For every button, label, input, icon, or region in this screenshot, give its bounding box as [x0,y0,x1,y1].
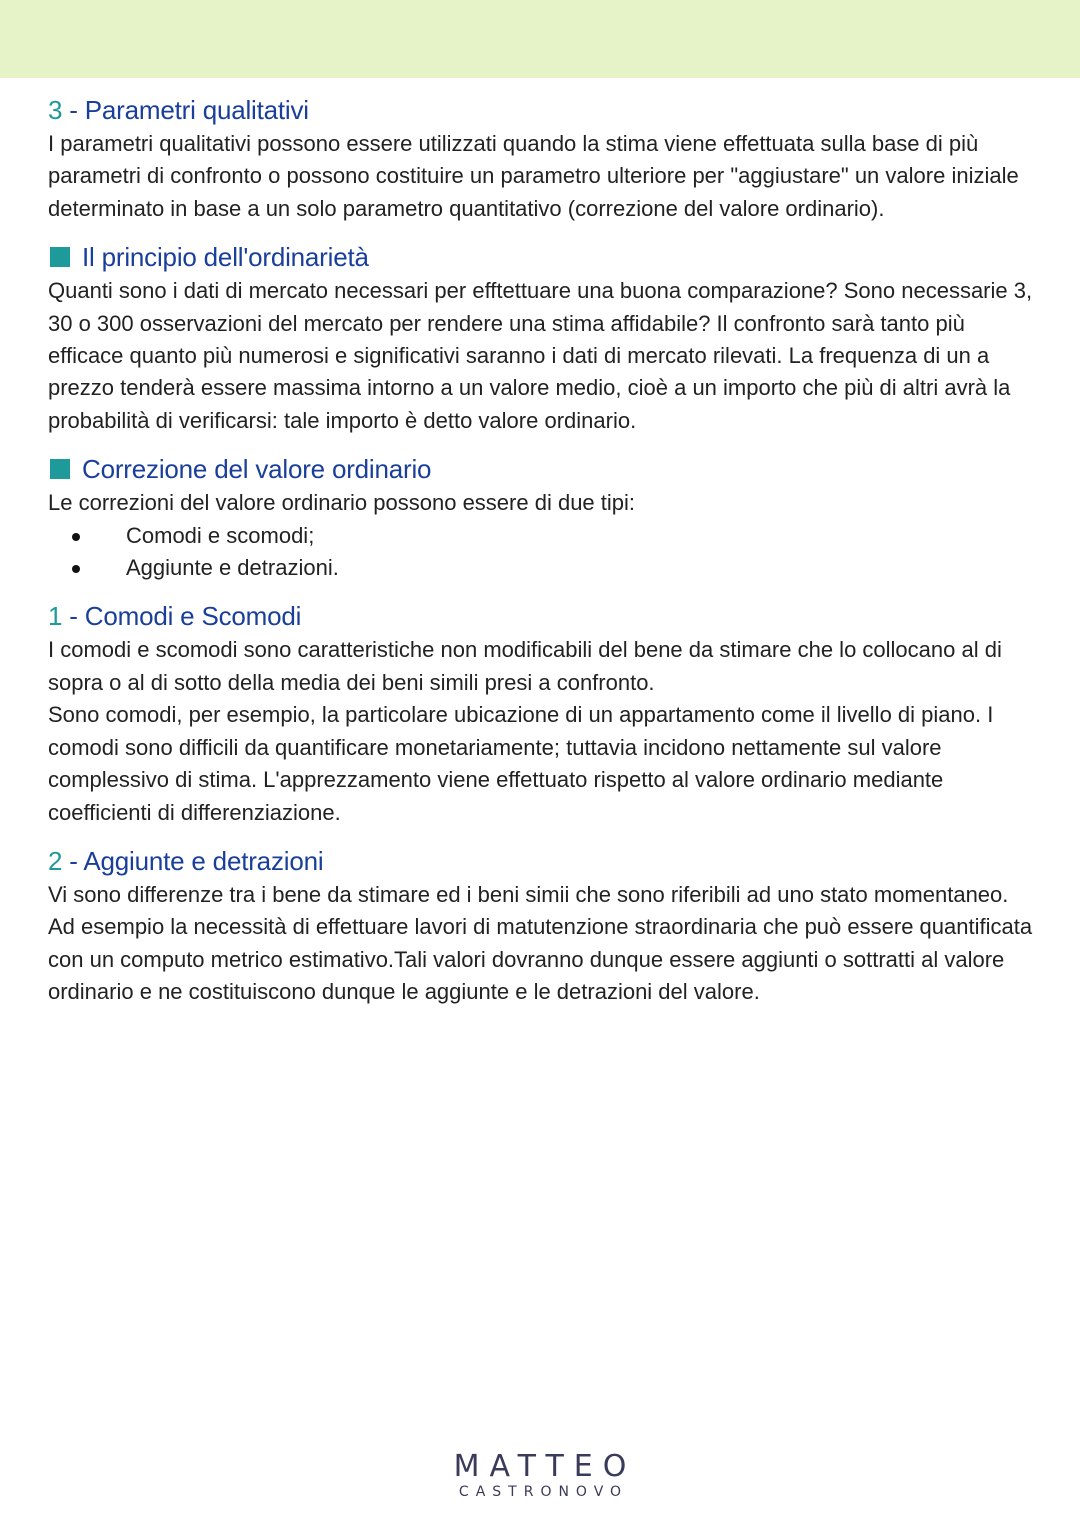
heading-correzione-valore [48,451,1038,487]
paragraph-comodi-scomodi-2: Sono comodi, per esempio, la particolare ubicazione di un appartamento come il livello di piano. I comodi sono difficili da quantificare monetariamente; tuttavia incidono nettamente sul valore complessivo di stima. L'apprezzamento viene effettuato rispetto al valore ordinario mediante coefficienti di differenziazione. [48,702,994,825]
bullet-dot-icon [72,533,80,541]
correzione-list [48,520,1038,585]
heading-text: - Comodi e Scomodi [62,601,302,632]
heading-text: Il principio dell'ordinarietà [82,242,369,273]
list-item [48,552,1038,584]
paragraph-principio-ordinarieta: Quanti sono i dati di mercato necessari per efftettuare una buona comparazione? Sono necessarie 3, 30 o 300 osservazioni del mercato per rendere una stima affidabile? Il confronto sarà tanto più efficace quanto più numerosi e significativi saranno i dati di mercato rilevati. La frequenza di un a prezzo tenderà essere massima intorno a un valore medio, cioè a un importo che più di altri avrà la probabilità di verificarsi: tale importo è detto valore ordinario. [48,278,1033,433]
heading-text: - Parametri qualitativi [62,95,309,125]
square-bullet-icon [50,247,70,267]
paragraph-parametri-qualitativi: I parametri qualitativi possono essere utilizzati quando la stima viene effettuata sulla base di più parametri di confronto o possono costituire un parametro ulteriore per "aggiustare" un valore iniziale determinato in base a un solo parametro quantitativo (correzione del valore ordinario). [48,131,1019,221]
list-item-text: Aggiunte e detrazioni. [126,555,339,581]
author-logo [0,1450,1080,1500]
heading-text: - Aggiunte e detrazioni [62,845,324,876]
paragraph-correzione-intro: Le correzioni del valore ordinario possono essere di due tipi: [48,490,636,516]
list-item [48,520,1038,552]
heading-number: 2 [48,845,63,876]
logo-surname: CASTRONOVO [458,1484,629,1500]
document-body [48,92,1038,1009]
heading-aggiunte-detrazioni [48,843,1038,879]
list-item-text: Comodi e scomodi; [126,522,315,548]
logo-name: MATTEO [453,1449,637,1484]
heading-principio-ordinarieta [48,239,1038,275]
header-band [0,0,1080,78]
square-bullet-icon [50,459,70,479]
bullet-dot-icon [72,565,80,573]
heading-parametri-qualitativi [48,92,1038,128]
heading-comodi-scomodi [48,598,1038,634]
heading-number: 3 [48,95,63,125]
heading-text: Correzione del valore ordinario [82,454,432,485]
paragraph-aggiunte-detrazioni: Vi sono differenze tra i bene da stimare ed i beni simii che sono riferibili ad uno stato momentaneo. Ad esempio la necessità di effettuare lavori di matutenzione straordinaria che può essere quantificata con un computo metrico estimativo.Tali valori dovranno dunque essere aggiunti o sottratti al valore ordinario e ne costituiscono dunque le aggiunte e le detrazioni del valore. [48,881,1033,1005]
paragraph-comodi-scomodi-1: I comodi e scomodi sono caratteristiche non modificabili del bene da stimare che lo collocano al di sopra o al di sotto della media dei beni simili presi a confronto. [48,637,1002,695]
heading-number: 1 [48,601,63,632]
